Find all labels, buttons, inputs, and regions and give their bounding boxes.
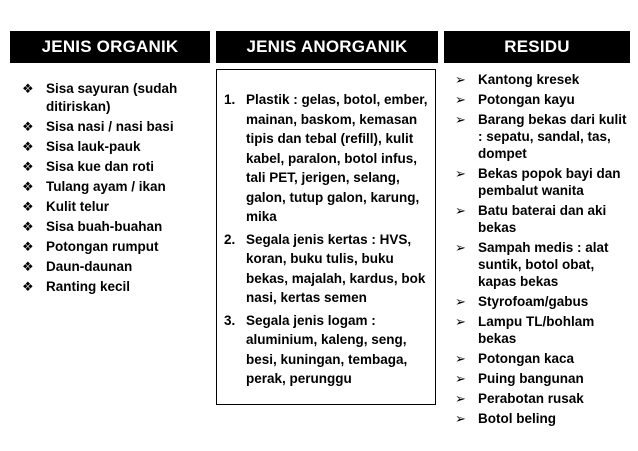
residu-item [454, 293, 630, 310]
anorganik-item-number: 3. [224, 312, 236, 328]
organik-item [22, 158, 210, 176]
organik-item-label: Sisa lauk-pauk [46, 139, 141, 154]
diamond-bullet-icon: ❖ [22, 81, 34, 96]
diamond-bullet-icon: ❖ [22, 119, 34, 134]
arrow-bullet-icon: ➢ [455, 314, 466, 329]
organik-item [22, 258, 210, 276]
residu-item-label: Puing bangunan [478, 371, 584, 386]
organik-item [22, 138, 210, 156]
organik-item [22, 218, 210, 236]
arrow-bullet-icon: ➢ [455, 112, 466, 127]
organik-list [22, 80, 210, 298]
header-anorganik: JENIS ANORGANIK [216, 31, 438, 63]
diamond-bullet-icon: ❖ [22, 179, 34, 194]
residu-item-label: Sampah medis : alat suntik, botol obat, kapas bekas [478, 240, 609, 289]
anorganik-list [224, 90, 434, 392]
organik-item-label: Sisa sayuran (sudah ditiriskan) [46, 81, 178, 114]
header-residu: RESIDU [444, 31, 630, 63]
residu-item-label: Bekas popok bayi dan pembalut wanita [478, 166, 621, 198]
organik-item [22, 178, 210, 196]
diamond-bullet-icon: ❖ [22, 219, 34, 234]
organik-item-label: Kulit telur [46, 199, 109, 214]
organik-item-label: Ranting kecil [46, 279, 131, 294]
residu-item [454, 91, 630, 108]
organik-item [22, 278, 210, 296]
residu-item-label: Perabotan rusak [478, 391, 584, 406]
anorganik-item [224, 230, 434, 308]
organik-item-label: Potongan rumput [46, 239, 159, 254]
residu-item [454, 410, 630, 427]
residu-list [454, 71, 630, 430]
residu-item [454, 202, 630, 236]
anorganik-item-number: 2. [224, 231, 236, 247]
arrow-bullet-icon: ➢ [455, 203, 466, 218]
arrow-bullet-icon: ➢ [455, 391, 466, 406]
organik-item-label: Daun-daunan [46, 259, 133, 274]
residu-item-label: Potongan kaca [478, 351, 575, 366]
arrow-bullet-icon: ➢ [455, 92, 466, 107]
residu-item [454, 239, 630, 290]
diamond-bullet-icon: ❖ [22, 159, 34, 174]
diamond-bullet-icon: ❖ [22, 279, 34, 294]
diamond-bullet-icon: ❖ [22, 259, 34, 274]
organik-item [22, 198, 210, 216]
arrow-bullet-icon: ➢ [455, 72, 466, 87]
arrow-bullet-icon: ➢ [455, 371, 466, 386]
residu-item-label: Barang bekas dari kulit : sepatu, sandal, tas, dompet [478, 112, 627, 161]
residu-item-label: Potongan kayu [478, 92, 575, 107]
anorganik-item-number: 1. [224, 92, 236, 107]
residu-item [454, 71, 630, 88]
residu-item [454, 390, 630, 407]
anorganik-item-text: Plastik : gelas, botol, ember, mainan, baskom, kemasan tipis dan tebal (refill), kulit kabel, paralon, botol infus, tali PET, jerigen, selang, galon, tutup galon, karung, mika [246, 92, 428, 224]
anorganik-item [224, 90, 434, 227]
arrow-bullet-icon: ➢ [455, 240, 466, 255]
residu-item [454, 165, 630, 199]
organik-item [22, 118, 210, 136]
anorganik-item-text: Segala jenis logam : aluminium, kaleng, seng, besi, kuningan, tembaga, perak, perunggu [246, 312, 408, 386]
organik-item-label: Tulang ayam / ikan [46, 179, 166, 194]
residu-item-label: Styrofoam/gabus [478, 294, 589, 309]
arrow-bullet-icon: ➢ [455, 351, 466, 366]
arrow-bullet-icon: ➢ [455, 411, 466, 426]
residu-item [454, 370, 630, 387]
arrow-bullet-icon: ➢ [455, 294, 466, 309]
arrow-bullet-icon: ➢ [455, 166, 466, 181]
residu-item-label: Batu baterai dan aki bekas [478, 203, 607, 235]
organik-item-label: Sisa kue dan roti [46, 159, 155, 174]
diamond-bullet-icon: ❖ [22, 139, 34, 154]
residu-item [454, 313, 630, 347]
diamond-bullet-icon: ❖ [22, 239, 34, 254]
anorganik-item-text: Segala jenis kertas : HVS, koran, buku tulis, buku bekas, majalah, kardus, bok nasi, kertas semen [246, 231, 426, 305]
residu-item [454, 111, 630, 162]
residu-item-label: Lampu TL/bohlam bekas [478, 314, 595, 346]
header-organik: JENIS ORGANIK [10, 31, 210, 63]
residu-item-label: Botol beling [478, 411, 556, 426]
organik-item-label: Sisa nasi / nasi basi [46, 119, 174, 134]
diamond-bullet-icon: ❖ [22, 199, 34, 214]
residu-item-label: Kantong kresek [478, 72, 580, 87]
organik-item [22, 238, 210, 256]
organik-item-label: Sisa buah-buahan [46, 219, 163, 234]
residu-item [454, 350, 630, 367]
organik-item [22, 80, 210, 116]
anorganik-item [224, 311, 434, 389]
